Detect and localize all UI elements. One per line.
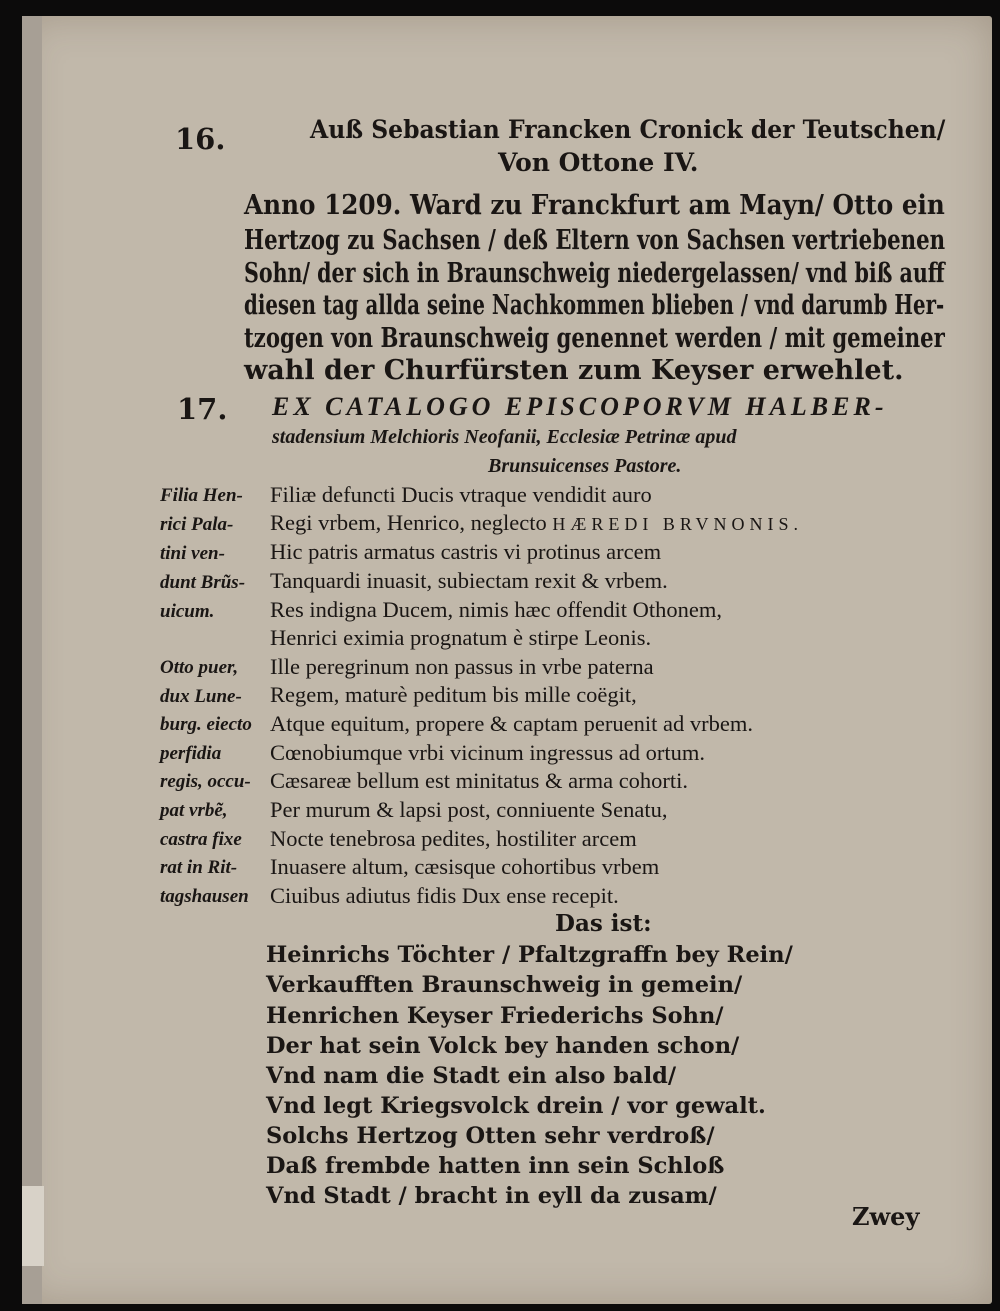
german-verse: Vnd Stadt / bracht in eyll da zusam/ (266, 1183, 717, 1209)
german-verse: Solchs Hertzog Otten sehr verdroß/ (266, 1123, 715, 1149)
german-verse: Daß frembde hatten inn sein Schloß (266, 1153, 725, 1179)
latin-verse: Cœnobiumque vrbi vicinum ingressus ad ortum. (270, 740, 705, 765)
latin-verse: Cæsareæ bellum est minitatus & arma cohorti. (270, 768, 689, 793)
german-verse: Henrichen Keyser Friederichs Sohn/ (266, 1003, 724, 1029)
intro-line: Anno 1209. Ward zu Franckfurt am Mayn/ Otto ein (244, 190, 945, 221)
latin-verse: Tanquardi inuasit, subiectam rexit & vrbem. (270, 568, 668, 593)
page-spine-edge (22, 16, 42, 1304)
section-title-continued: Brunsuicenses Pastore. (488, 455, 682, 477)
german-verse: Vnd nam die Stadt ein also bald/ (266, 1063, 677, 1089)
german-verse: Heinrichs Töchter / Pfaltzgraffn bey Rein/ (266, 942, 793, 968)
latin-verse (270, 510, 803, 536)
section-title: EX CATALOGO EPISCOPORVM HALBER- (272, 392, 888, 421)
latin-smallcaps: HÆREDI BRVNONIS. (552, 514, 803, 534)
running-header-title: Auß Sebastian Francken Cronick der Teutschen/ (310, 115, 946, 144)
german-verse: Vnd legt Kriegsvolck drein / vor gewalt. (266, 1093, 766, 1119)
margin-note: castra fixe (160, 829, 242, 850)
intro-line: Sohn/ der sich in Braunschweig niedergelassen/ vnd biß auff (244, 258, 945, 289)
margin-note: perfidia (160, 743, 222, 764)
page-edge-paper-strip (22, 1186, 44, 1266)
latin-verse: Atque equitum, propere & captam peruenit ad vrbem. (270, 711, 753, 736)
intro-line: diesen tag allda seine Nachkommen blieben / vnd darumb Her- (244, 290, 945, 321)
section-title-continued: stadensium Melchioris Neofanii, Ecclesiæ Petrinæ apud (272, 426, 737, 448)
german-verse: Verkaufften Braunschweig in gemein/ (266, 972, 743, 998)
german-verse: Der hat sein Volck bey handen schon/ (266, 1033, 740, 1059)
latin-verse: Res indigna Ducem, nimis hæc offendit Othonem, (270, 597, 723, 622)
intro-line: Hertzog zu Sachsen / deß Eltern von Sachsen vertriebenen (244, 225, 946, 256)
section-number: 17. (177, 392, 228, 426)
latin-verse: Filiæ defuncti Ducis vtraque vendidit auro (270, 482, 652, 507)
margin-note: tini ven- (160, 543, 225, 564)
margin-note: pat vrbẽ, (160, 800, 228, 821)
latin-verse: Hic patris armatus castris vi protinus arcem (270, 539, 662, 564)
intro-line: tzogen von Braunschweig genennet werden / mit gemeiner (244, 323, 945, 354)
margin-note: Filia Hen- (160, 485, 243, 506)
margin-note: rat in Rit- (160, 857, 238, 878)
latin-verse-text: Regi vrbem, Henrico, neglecto (270, 510, 547, 535)
page-number: 16. (175, 122, 226, 156)
latin-verse: Ciuibus adiutus fidis Dux ense recepit. (270, 883, 619, 908)
margin-note: Otto puer, (160, 657, 239, 678)
latin-verse: Henrici eximia prognatum è stirpe Leonis. (270, 625, 652, 650)
translation-heading: Das ist: (555, 910, 652, 937)
margin-note: dunt Brũs- (160, 572, 246, 593)
margin-note: uicum. (160, 601, 215, 622)
latin-verse: Nocte tenebrosa pedites, hostiliter arcem (270, 826, 637, 851)
margin-note: rici Pala- (160, 514, 234, 535)
latin-verse: Ille peregrinum non passus in vrbe paterna (270, 654, 654, 679)
margin-note: tagshausen (160, 886, 249, 907)
margin-note: dux Lune- (160, 686, 242, 707)
latin-verse: Inuasere altum, cæsisque cohortibus vrbem (270, 854, 660, 879)
latin-verse: Regem, maturè peditum bis mille coëgit, (270, 682, 637, 707)
catchword: Zwey (852, 1202, 920, 1231)
running-header-subtitle: Von Ottone IV. (498, 148, 699, 177)
margin-note: regis, occu- (160, 771, 251, 792)
intro-line: wahl der Churfürsten zum Keyser erwehlet. (244, 355, 904, 386)
latin-verse: Per murum & lapsi post, conniuente Senatu, (270, 797, 668, 822)
margin-note: burg. eiecto (160, 714, 252, 735)
